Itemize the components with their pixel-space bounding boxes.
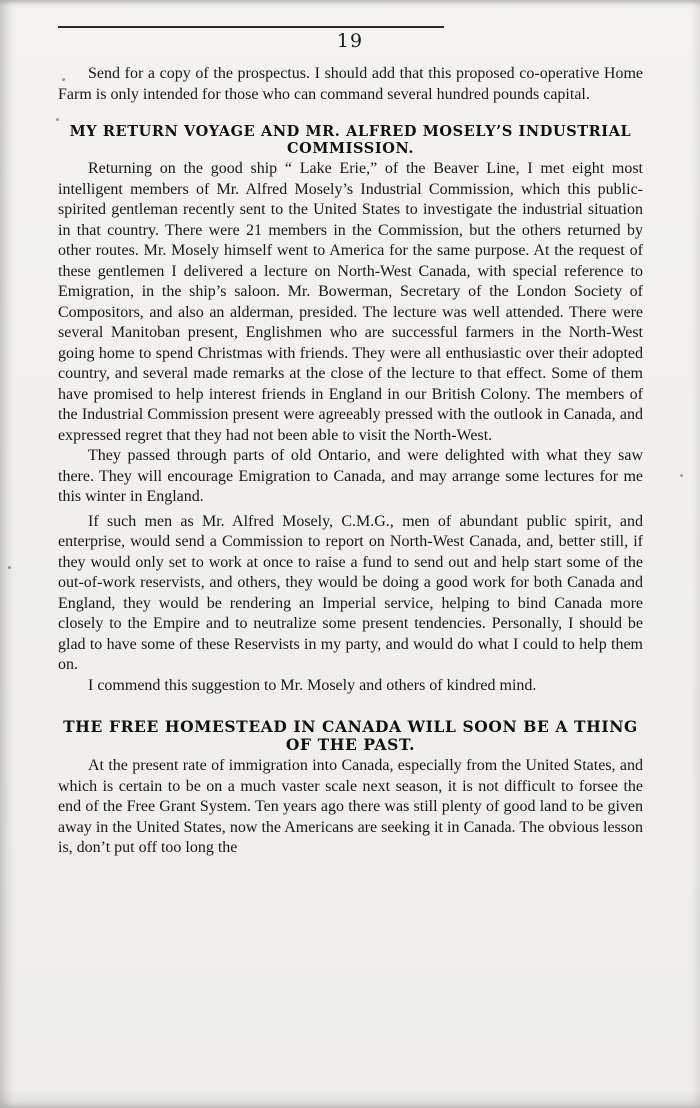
ink-speck bbox=[56, 118, 59, 121]
heading-free-homestead: THE FREE HOMESTEAD IN CANADA WILL SOON BE A THING OF THE PAST. bbox=[63, 717, 638, 754]
paragraph-ontario: They passed through parts of old Ontario, and were delighted with what they saw there. They will encourage Emigration to Canada, and may arrange some lectures for me this winter in England. bbox=[58, 447, 643, 505]
page-shadow-bottom bbox=[0, 1090, 700, 1108]
page-shadow-top bbox=[0, 0, 700, 6]
paragraph-lake-erie: Returning on the good ship “ Lake Erie,” of the Beaver Line, I met eight most intelligent members of Mr. Alfred Mosely’s Industrial Commission, which this public-spirited gentleman recently sent to the United States to investigate the industrial situation in that country. There were 21 members in the Commission, but the others returned by other routes. Mr. Mosely himself went to America for the same purpose. At the request of these gentlemen I delivered a lecture on North-West Canada, with special reference to Emigration, in the ship’s saloon. Mr. Bowerman, Secretary of the London Society of Compositors, and also an alderman, presided. The lecture was well attended. There were several Manitoban present, Englishmen who are successful farmers in the North-West going home to spend Christmas with friends. They were all enthusiastic over their adopted country, and several made remarks at the close of the lecture to that effect. Some of them have promised to help interest friends in England in our British Colony. The members of the Industrial Commission present were agreeably pressed with the outlook in Canada, and expressed regret that they had not been able to visit the North-West. bbox=[58, 160, 643, 444]
heading-return-voyage: MY RETURN VOYAGE AND MR. ALFRED MOSELY’S INDUSTRIAL COMMISSION. bbox=[69, 123, 632, 157]
header-rule bbox=[58, 26, 444, 28]
ink-speck bbox=[680, 474, 683, 477]
ink-speck bbox=[62, 78, 65, 81]
paragraph-immigration: At the present rate of immigration into Canada, especially from the United States, and which is certain to be on a much vaster scale next season, it is not difficult to forsee the end of the Free Grant System. Ten years ago there was still plenty of good land to be given away in the United States, now the Americans are seeking it in Canada. The obvious lesson is, don’t put off too long the bbox=[58, 757, 643, 856]
paragraph-mosely-commission: If such men as Mr. Alfred Mosely, C.M.G., men of abundant public spirit, and enterprise, would send a Commission to report on North-West Canada, and, better still, if they would only set to work at once to raise a fund to send out and help start some of the out-of-work reservists, and others, they would be doing a good work for both Canada and England, they would be rendering an Imperial service, helping to bind Canada more closely to the Empire and to neutralize some present tendencies. Personally, I should be glad to have some of these Reservists in my party, and would do what I could to help them on. bbox=[58, 512, 643, 673]
paragraph-commend: I commend this suggestion to Mr. Mosely and others of kindred mind. bbox=[88, 676, 537, 694]
page-number: 19 bbox=[336, 30, 364, 52]
page-body bbox=[58, 64, 643, 859]
paragraph-prospectus: Send for a copy of the prospectus. I should add that this proposed co-operative Home Farm is only intended for those who can command several hundred pounds capital. bbox=[58, 65, 643, 103]
ink-speck bbox=[8, 566, 11, 569]
